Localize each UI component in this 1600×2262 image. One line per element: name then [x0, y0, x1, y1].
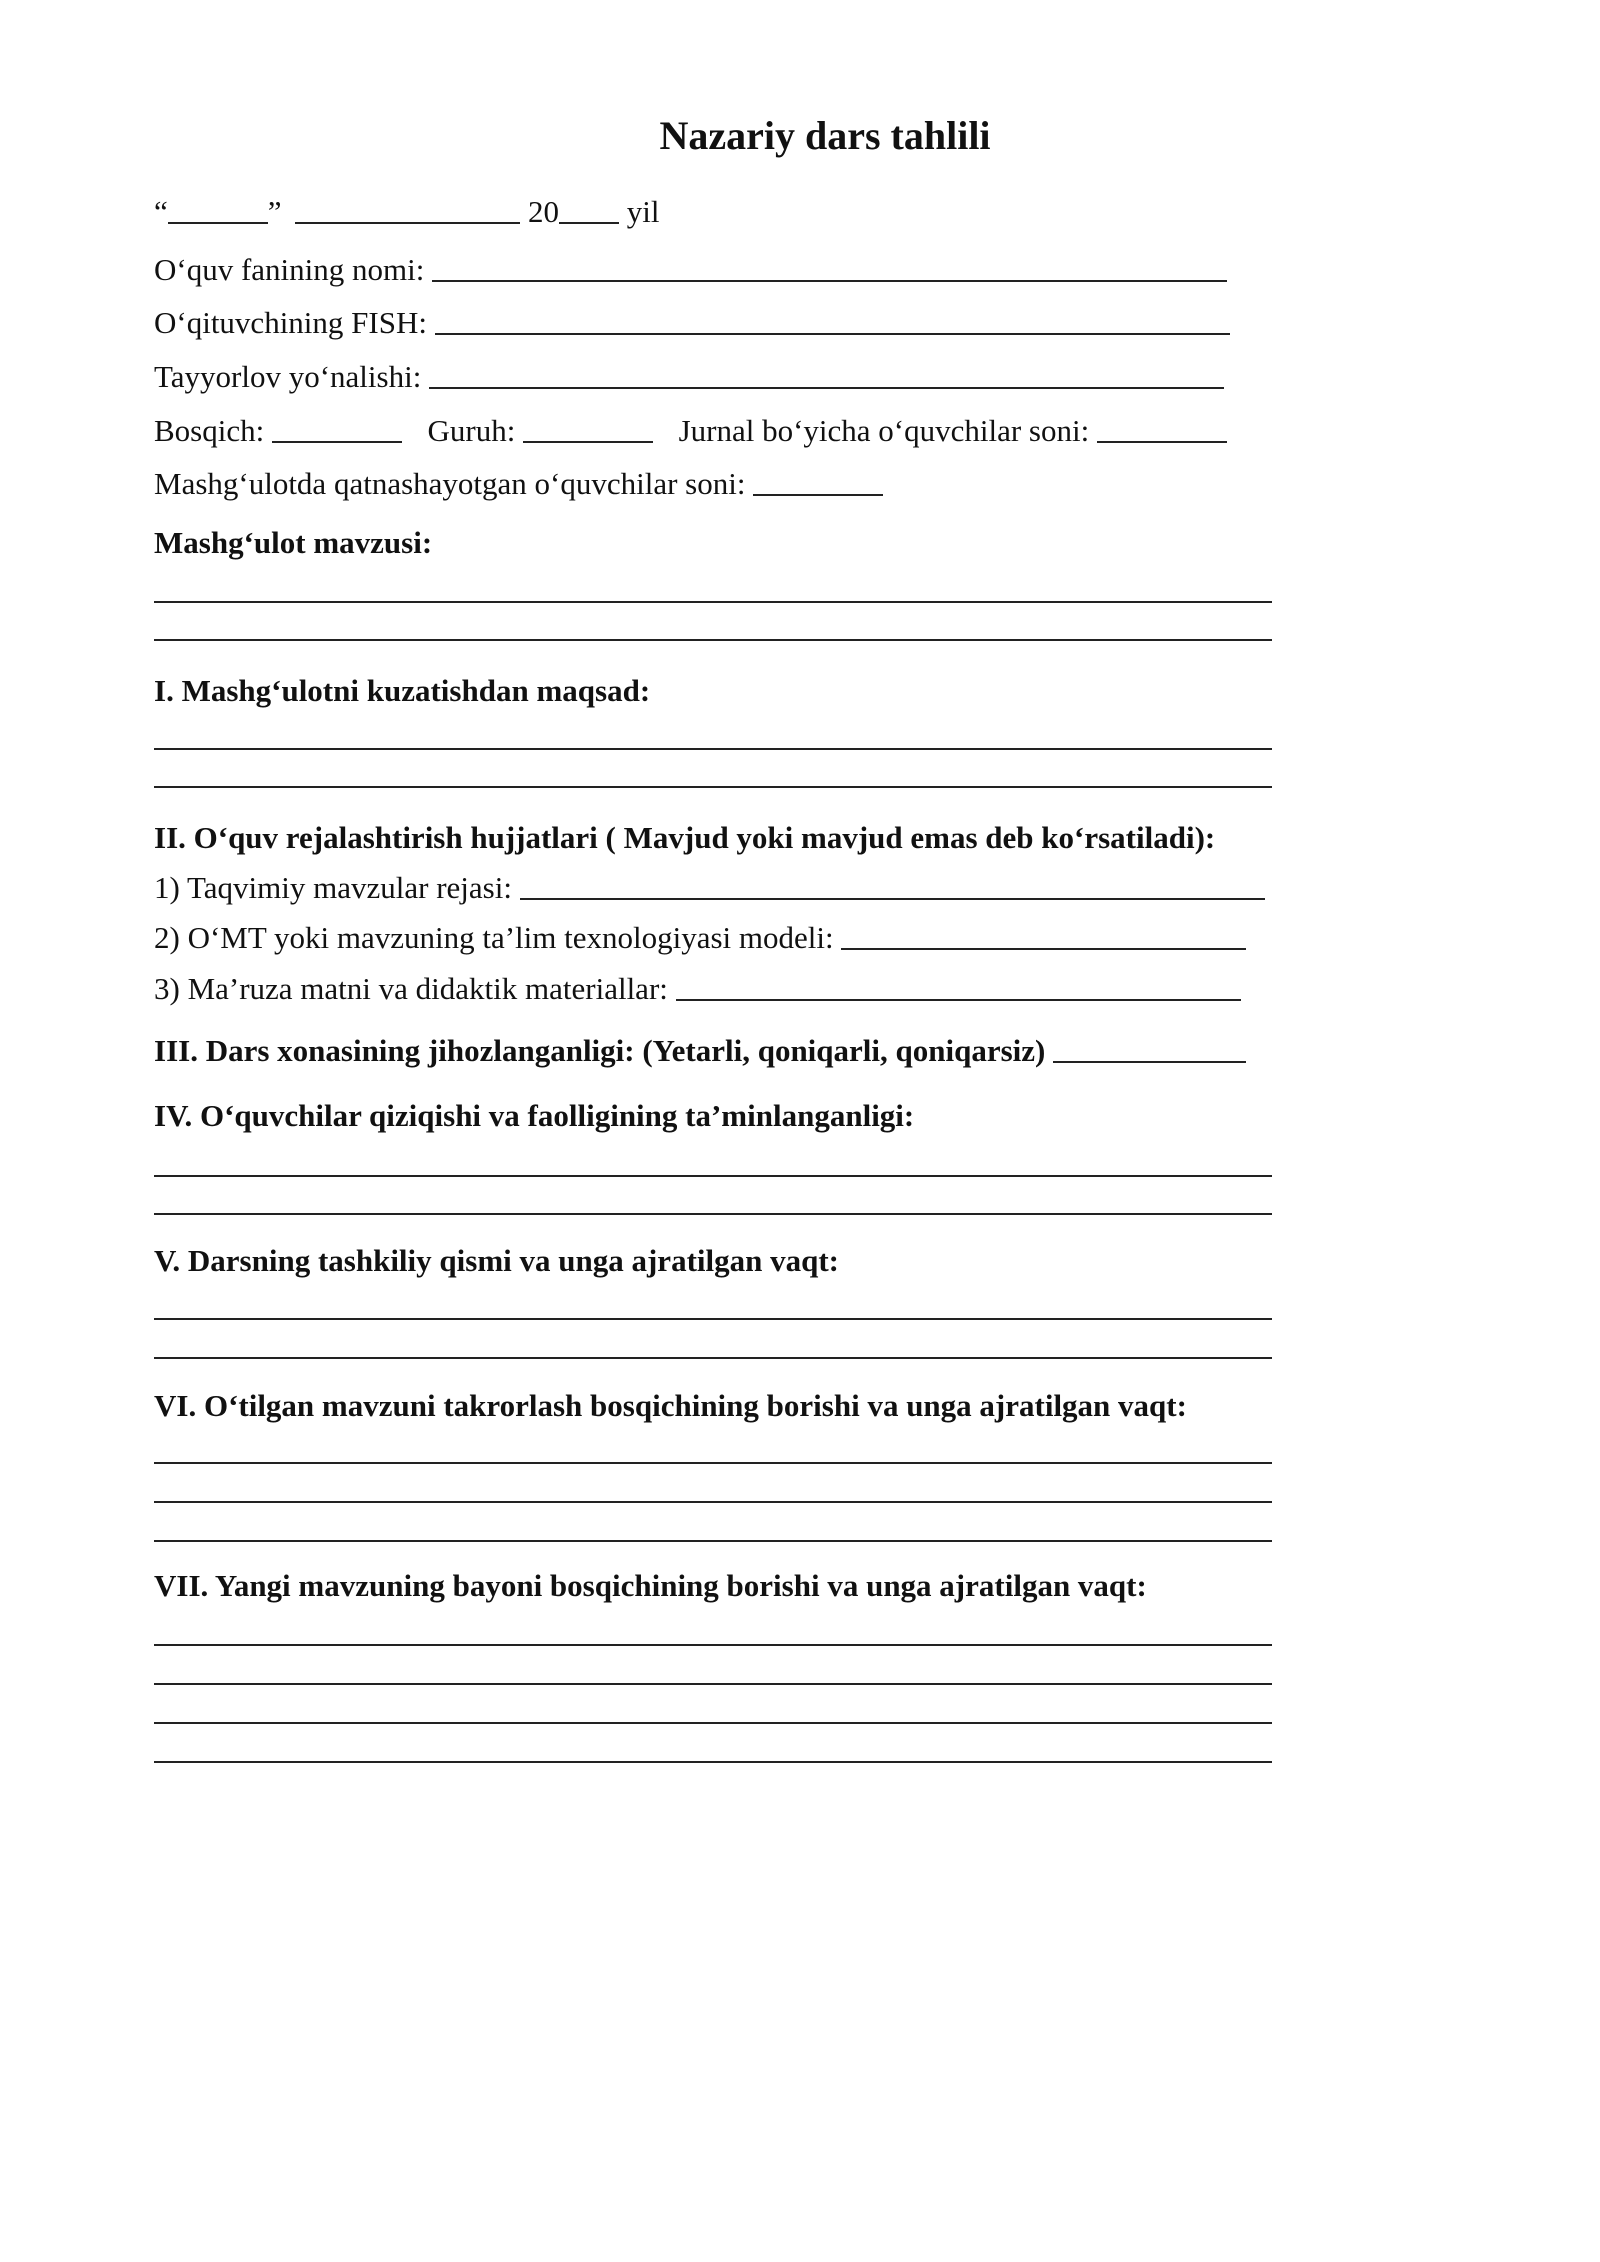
section-3-heading: III. Dars xonasining jihozlanganligi: (Yetarli, qoniqarli, qoniqarsiz) — [154, 1033, 1046, 1068]
direction-label: Tayyorlov yo‘nalishi: — [154, 359, 422, 394]
year-blank[interactable] — [559, 221, 619, 224]
year-prefix: 20 — [528, 194, 560, 229]
section-5-heading: V. Darsning tashkiliy qismi va unga ajratilgan vaqt: — [154, 1243, 839, 1278]
journal-blank[interactable] — [1097, 440, 1227, 443]
answer-line[interactable] — [154, 1644, 1272, 1646]
page-title: Nazariy dars tahlili — [659, 113, 991, 158]
s2-item-3-label: 3) Ma’ruza matni va didaktik materiallar: — [154, 971, 668, 1006]
answer-line[interactable] — [154, 786, 1272, 788]
answer-line[interactable] — [154, 748, 1272, 750]
direction-field — [154, 361, 1224, 392]
topic-heading: Mashg‘ulot mavzusi: — [154, 525, 433, 560]
attending-field — [154, 468, 883, 499]
answer-line[interactable] — [154, 1318, 1272, 1320]
month-blank[interactable] — [295, 221, 520, 224]
stage-blank[interactable] — [272, 440, 402, 443]
attending-blank[interactable] — [753, 493, 883, 496]
teacher-label: O‘qituvchining FISH: — [154, 305, 427, 340]
section-3 — [154, 1035, 1246, 1066]
section-2-heading: II. O‘quv rejalashtirish hujjatlari ( Mavjud yoki mavjud emas deb ko‘rsatiladi): — [154, 820, 1216, 855]
section-3-blank[interactable] — [1053, 1060, 1246, 1063]
answer-line[interactable] — [154, 1357, 1272, 1359]
group-label: Guruh: — [427, 413, 516, 448]
answer-line[interactable] — [154, 1540, 1272, 1542]
subject-blank[interactable] — [432, 279, 1227, 282]
teacher-blank[interactable] — [435, 332, 1230, 335]
s2-item-1-blank[interactable] — [520, 897, 1265, 900]
subject-label: O‘quv fanining nomi: — [154, 252, 425, 287]
answer-line[interactable] — [154, 601, 1272, 603]
s2-item-3-blank[interactable] — [676, 998, 1241, 1001]
answer-line[interactable] — [154, 1761, 1272, 1763]
date-line — [154, 196, 660, 227]
s2-item-2-label: 2) O‘MT yoki mavzuning ta’lim texnologiyasi modeli: — [154, 920, 834, 955]
answer-line[interactable] — [154, 1213, 1272, 1215]
teacher-field — [154, 307, 1230, 338]
year-suffix: yil — [626, 194, 660, 229]
s2-item-2-blank[interactable] — [841, 947, 1246, 950]
answer-line[interactable] — [154, 639, 1272, 641]
answer-line[interactable] — [154, 1501, 1272, 1503]
answer-line[interactable] — [154, 1683, 1272, 1685]
section-1-heading: I. Mashg‘ulotni kuzatishdan maqsad: — [154, 673, 651, 708]
answer-line[interactable] — [154, 1175, 1272, 1177]
attending-label: Mashg‘ulotda qatnashayotgan o‘quvchilar soni: — [154, 466, 746, 501]
day-blank[interactable] — [168, 221, 268, 224]
stage-group-journal-field — [154, 415, 1227, 446]
direction-blank[interactable] — [429, 386, 1224, 389]
answer-line[interactable] — [154, 1462, 1272, 1464]
group-blank[interactable] — [523, 440, 653, 443]
s2-item-1 — [154, 872, 1265, 903]
s2-item-2 — [154, 922, 1246, 953]
section-6-heading: VI. O‘tilgan mavzuni takrorlash bosqichining borishi va unga ajratilgan vaqt: — [154, 1388, 1187, 1423]
stage-label: Bosqich: — [154, 413, 265, 448]
subject-field — [154, 254, 1227, 285]
section-4-heading: IV. O‘quvchilar qiziqishi va faolligining ta’minlanganligi: — [154, 1098, 915, 1133]
section-7-heading: VII. Yangi mavzuning bayoni bosqichining borishi va unga ajratilgan vaqt: — [154, 1568, 1147, 1603]
close-quote: ” — [267, 194, 282, 229]
answer-line[interactable] — [154, 1722, 1272, 1724]
open-quote: “ — [154, 194, 168, 229]
s2-item-1-label: 1) Taqvimiy mavzular rejasi: — [154, 870, 512, 905]
s2-item-3 — [154, 973, 1241, 1004]
journal-label: Jurnal bo‘yicha o‘quvchilar soni: — [678, 413, 1090, 448]
